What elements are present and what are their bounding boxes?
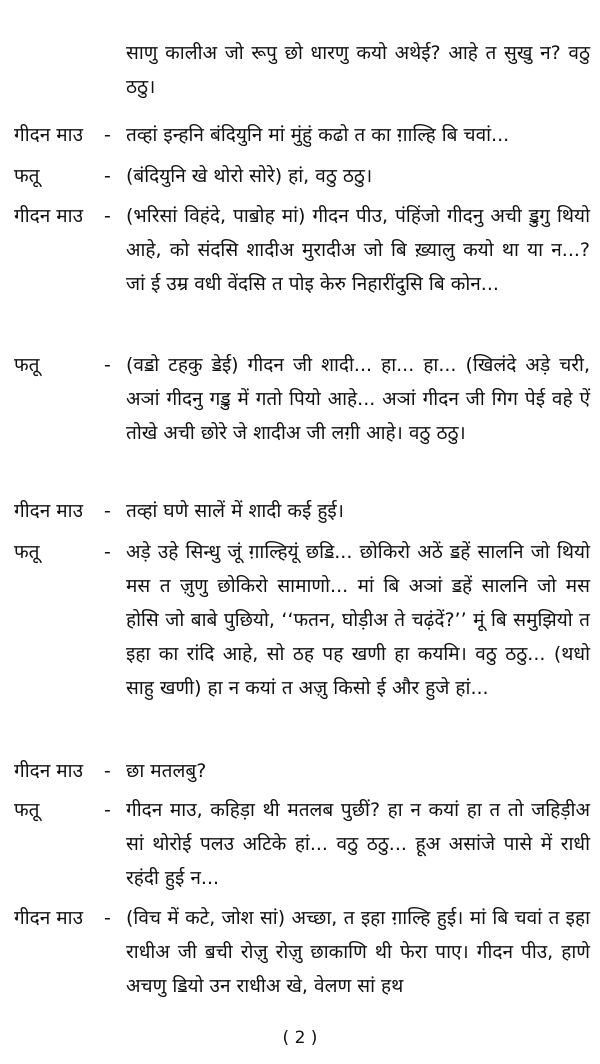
dialogue-text: (भरिसां विहंदे, पाॿोह मां) गीदन पीउ, पंहिंजो गीदनु अची ॾुगु थियो आहे, को संदसि शादीअ मुरादीअ जो बि ख़्यालु कयो था या न...? जां ई उम्र वधी वेंदसि त पोइ केरु निहारींदुसि बि कोन... [126,205,590,295]
speaker-dash: - [104,541,111,563]
speaker-dash: - [104,500,111,522]
dialogue-text: तव्हां इन्हनि बंदियुनि मां मुंहुं कढो त का ग़ाल्हि बि चवां... [126,124,510,146]
dialogue-text: छा मतलबु? [126,760,207,782]
dialogue-text: तव्हां घणे सालें में शादी कई हुई। [126,500,344,522]
dialogue-text: (विच में कटे, जोश सां) अच्छा, त इहा ग़ाल्हि हुई। मां बि चवां त इहा राधीअ जी ॿची रोज़ु रोज़ु छाकाणि थी फेरा पाए। गीदन पीउ, हाणे अचणु ॾियो उन राधीअ खे, वेलण सां हथ [126,907,590,997]
speaker-dash: - [104,205,111,227]
dialogue-text: (बंदियुनि खे थोरो सोरे) हां, वठु ठठु। [126,165,373,187]
speaker-dash: - [104,165,111,187]
speaker-dash: - [104,354,111,376]
speaker-dash: - [104,907,111,929]
speaker-dash: - [104,124,111,146]
speaker-dash: - [104,799,111,821]
speaker-label: फतू [14,541,40,563]
speaker-label: गीदन माउ [14,760,83,782]
speaker-dash: - [104,760,111,782]
speaker-label: गीदन माउ [14,205,83,227]
speaker-label: गीदन माउ [14,907,83,929]
speaker-label: गीदन माउ [14,500,83,522]
dialogue-text: साणु कालीअ जो रूपु छो धारणु कयो अथेई? आहे त सुखु न? वठु ठठु। [126,42,590,98]
page-number: ( 2 ) [282,1028,318,1048]
speaker-label: फतू [14,165,40,187]
dialogue-text: (वॾो टहकु ॾेई) गीदन जी शादी... हा... हा... (खिलंदे अड़े चरी, अञां गीदनु गॾु में गतो पियो आहे... अञां गीदन जी गिग पेई वहे ऐं तोखे अची छोरे जे शादीअ जी लग़ी आहे। वठु ठठु। [126,354,590,444]
dialogue-text: गीदन माउ, कहिड़ा थी मतलब पुछीं? हा न कयां हा त तो जहिड़ीअ सां थोरोई पलउ अटिके हां... वठु ठठु... हूअ असांजे पासे में राधी रहंदी हुई न... [126,799,590,889]
speaker-label: फतू [14,354,40,376]
dialogue-text: अड़े उहे सिन्धु जूं ग़ाल्हियूं छॾि... छोकिरो अठें ॾहें सालनि जो थियो मस त ज़ुणु छोकिरो सामाणो... मां बि अञां ॾहें सालनि जो मस होसि जो बाबे पुछियो, ‘‘फतन, घोड़ीअ ते चढ़ंदें?’’ मूं बि समुझियो त इहा का रांदि आहे, सो ठह पह खणी हा कयमि। वठु ठठु... (थधो साहु खणी) हा न कयां त अज़ु किसो ई और हुजे हां... [126,541,590,699]
speaker-label: फतू [14,799,40,821]
speaker-label: गीदन माउ [14,124,83,146]
